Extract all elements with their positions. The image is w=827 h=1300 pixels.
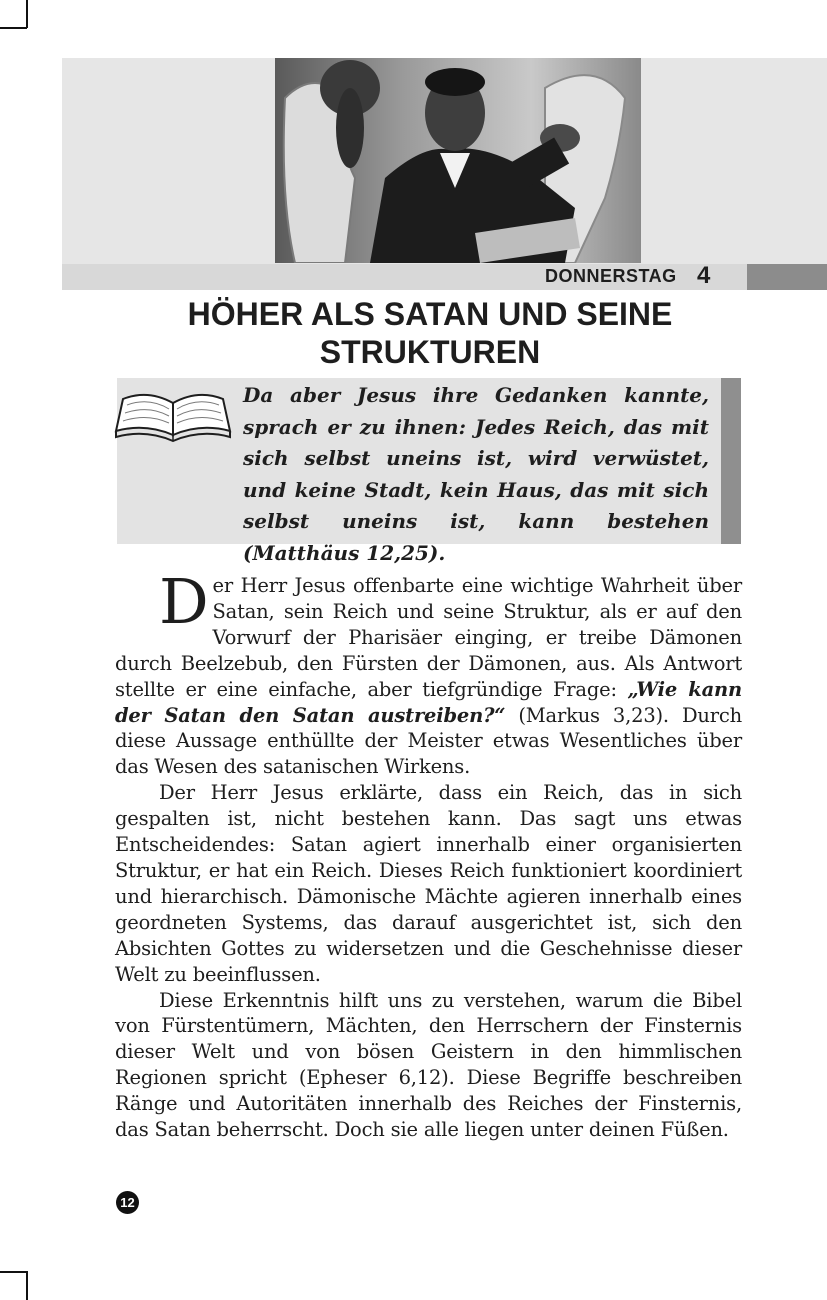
day-band-accent — [747, 264, 827, 290]
crop-mark-top-v — [26, 0, 28, 28]
drop-cap: D — [159, 565, 209, 638]
page-number: 12 — [116, 1191, 139, 1214]
day-number: 4 — [697, 262, 711, 289]
paragraph-1-text-b: (Markus 3,23). Durch diese Aussage enthüllte der Meister etwas Wesentliches über das Wesen des satanischen Wirkens. — [115, 703, 742, 779]
verse-box-accent-bar — [721, 378, 741, 544]
body-text — [115, 565, 743, 1143]
open-book-icon — [113, 385, 233, 445]
paragraph-1 — [115, 565, 743, 780]
day-label: DONNERSTAG — [545, 266, 677, 286]
paragraph-3: Diese Erkenntnis hilft uns zu verstehen, warum die Bibel von Fürstentümern, Mächten, den Herrschern der Finsternis dieser Welt und von bösen Geistern in den himmlischen Regionen spricht (Epheser 6,12). Diese Begriffe beschreiben Ränge und Autoritäten innerhalb des Reiches der Finsternis, das Satan beherrscht. Doch sie alle liegen unter deinen Füßen. — [115, 988, 742, 1142]
day-band — [62, 264, 827, 290]
crop-mark-top-h — [0, 27, 27, 29]
verse-text: Da aber Jesus ihre Gedanken kannte, sprach er zu ihnen: Jedes Reich, das mit sich selbst uneins ist, wird verwüstet, und keine Stadt, kein Haus, das mit sich selbst uneins ist, kann bestehen (Matthäus 12,25). — [243, 383, 709, 565]
crop-mark-bottom-v — [26, 1271, 28, 1300]
header-photo — [275, 58, 641, 263]
page-title: HÖHER ALS SATAN UND SEINE STRUKTUREN — [187, 296, 673, 370]
paragraph-2: Der Herr Jesus erklärte, dass ein Reich, das in sich gespalten ist, nicht bestehen kann. Das sagt uns etwas Entscheidendes: Satan agiert innerhalb einer organisierten Struktur, er hat ein Reich. Dieses Reich funktioniert koordiniert und hierarchisch. Dämonische Mächte agieren innerhalb eines geordneten Systems, das darauf ausgerichtet ist, sich den Absichten Gottes zu widersetzen und die Geschehnisse dieser Welt zu beeinflussen. — [115, 781, 742, 986]
crop-mark-bottom-h — [0, 1271, 27, 1273]
paragraph-1-text-a: er Herr Jesus offenbarte eine wichtige Wahrheit über Satan, sein Reich und seine Struktur, als er auf den Vorwurf der Pharisäer einging, er treibe Dämonen durch Beelzebub, den Fürsten der Dämonen, aus. Als Antwort stellte er eine einfache, aber tiefgründige Frage: — [115, 574, 742, 701]
scripture-quote: „Wie kann der Satan den Satan austreiben?“ — [115, 677, 743, 727]
